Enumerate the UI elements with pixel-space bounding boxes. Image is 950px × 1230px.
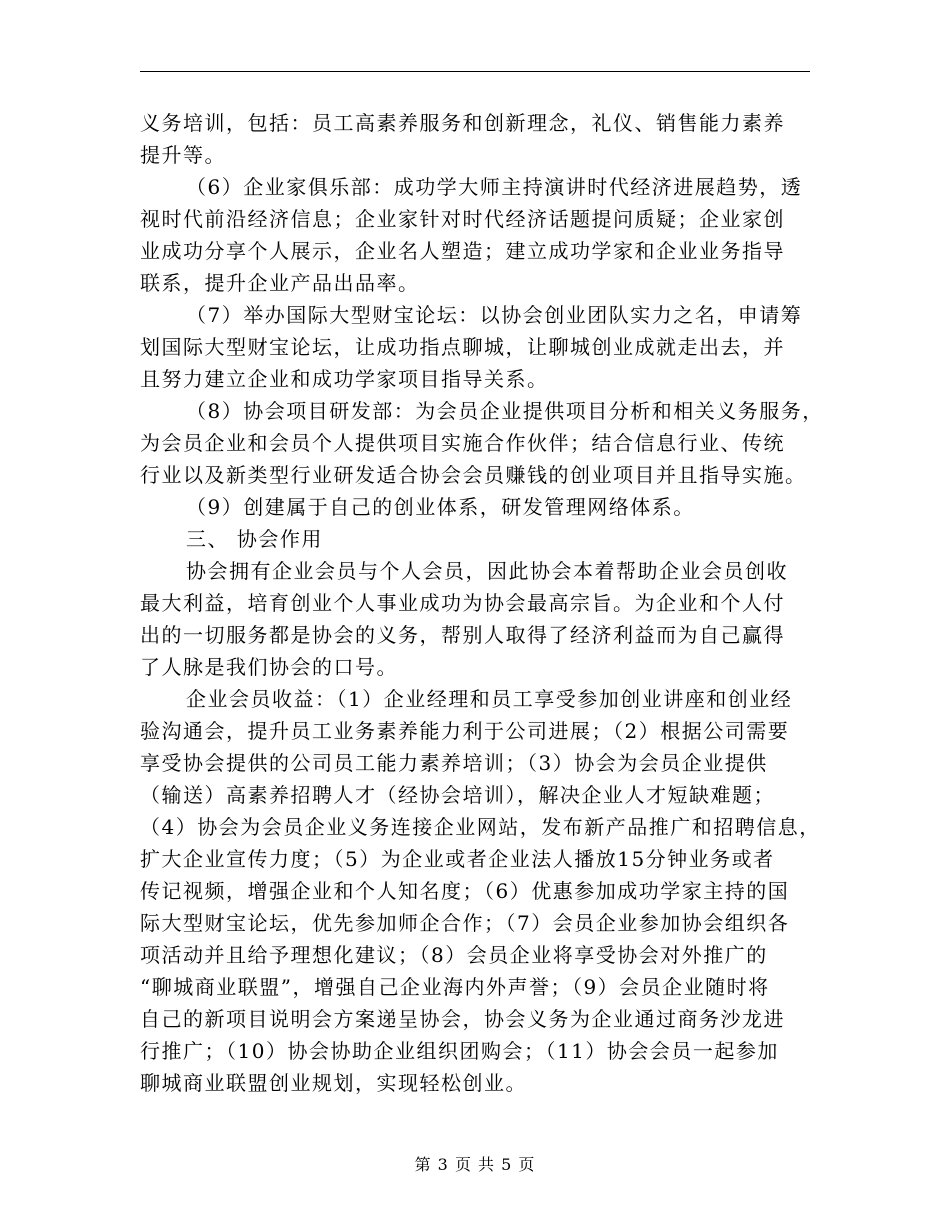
body-line: 义务培训，包括：员工高素养服务和创新理念，礼仪、销售能力素养 — [140, 111, 785, 135]
body-line: （8）协会项目研发部：为会员企业提供项目分析和相关义务服务， — [186, 399, 824, 423]
body-line: 企业会员收益：（1）企业经理和员工享受参加创业讲座和创业经 — [186, 687, 793, 711]
body-line: “聊城商业联盟”，增强自己企业海内外声誉；（9）会员企业随时将 — [140, 975, 770, 999]
body-line: 提升等。 — [140, 143, 226, 167]
body-line: 行业以及新类型行业研发适合协会会员赚钱的创业项目并且指导实施。 — [140, 463, 807, 487]
body-line: 际大型财宝论坛，优先参加师企合作；（7）会员企业参加协会组织各 — [140, 911, 790, 935]
section-heading: 三、 协会作用 — [186, 527, 323, 551]
body-line: 自己的新项目说明会方案递呈协会，协会义务为企业通过商务沙龙进 — [140, 1007, 785, 1031]
body-line: 项活动并且给予理想化建议；（8）会员企业将享受协会对外推广的 — [140, 943, 768, 967]
body-line: 且努力建立企业和成功学家项目指导关系。 — [140, 367, 549, 391]
body-line: 传记视频，增强企业和个人知名度；（6）优惠参加成功学家主持的国 — [140, 879, 790, 903]
body-line: 享受协会提供的公司员工能力素养培训；（3）协会为会员企业提供 — [140, 751, 768, 775]
body-line: （7）举办国际大型财宝论坛：以协会创业团队实力之名，申请筹 — [186, 303, 803, 327]
document-body — [140, 107, 824, 1099]
body-line: 行推广；（10）协会协助企业组织团购会；（11）协会会员一起参加 — [140, 1039, 779, 1063]
body-line: （9）创建属于自己的创业体系，研发管理网络体系。 — [186, 495, 695, 519]
body-line: （输送）高素养招聘人才（经协会培训），解决企业人才短缺难题； — [140, 783, 775, 807]
page-number-footer: 第 3 页 共 5 页 — [414, 1155, 536, 1174]
body-line: 联系，提升企业产品出品率。 — [140, 271, 420, 295]
body-line: 了人脉是我们协会的口号。 — [140, 655, 398, 679]
body-line: 验沟通会，提升员工业务素养能力利于公司进展；（2）根据公司需要 — [140, 719, 790, 743]
body-line: 出的一切服务都是协会的义务，帮别人取得了经济利益而为自己赢得 — [140, 623, 785, 647]
body-line: 最大利益，培育创业个人事业成功为协会最高宗旨。为企业和个人付 — [140, 591, 785, 615]
body-line: 协会拥有企业会员与个人会员，因此协会本着帮助企业会员创收 — [186, 559, 788, 583]
body-line: 聊城商业联盟创业规划，实现轻松创业。 — [140, 1071, 527, 1095]
header-rule — [140, 71, 810, 72]
body-line: 业成功分享个人展示，企业名人塑造；建立成功学家和企业业务指导 — [140, 239, 785, 263]
body-line: 视时代前沿经济信息；企业家针对时代经济话题提问质疑；企业家创 — [140, 207, 785, 231]
body-line: 划国际大型财宝论坛，让成功指点聊城，让聊城创业成就走出去，并 — [140, 335, 785, 359]
body-line: （6）企业家俱乐部：成功学大师主持演讲时代经济进展趋势，透 — [186, 175, 803, 199]
body-line: （4）协会为会员企业义务连接企业网站，发布新产品推广和招聘信息， — [140, 815, 821, 839]
body-line: 扩大企业宣传力度；（5）为企业或者企业法人播放15分钟业务或者 — [140, 847, 775, 871]
body-line: 为会员企业和会员个人提供项目实施合作伙伴；结合信息行业、传统 — [140, 431, 785, 455]
